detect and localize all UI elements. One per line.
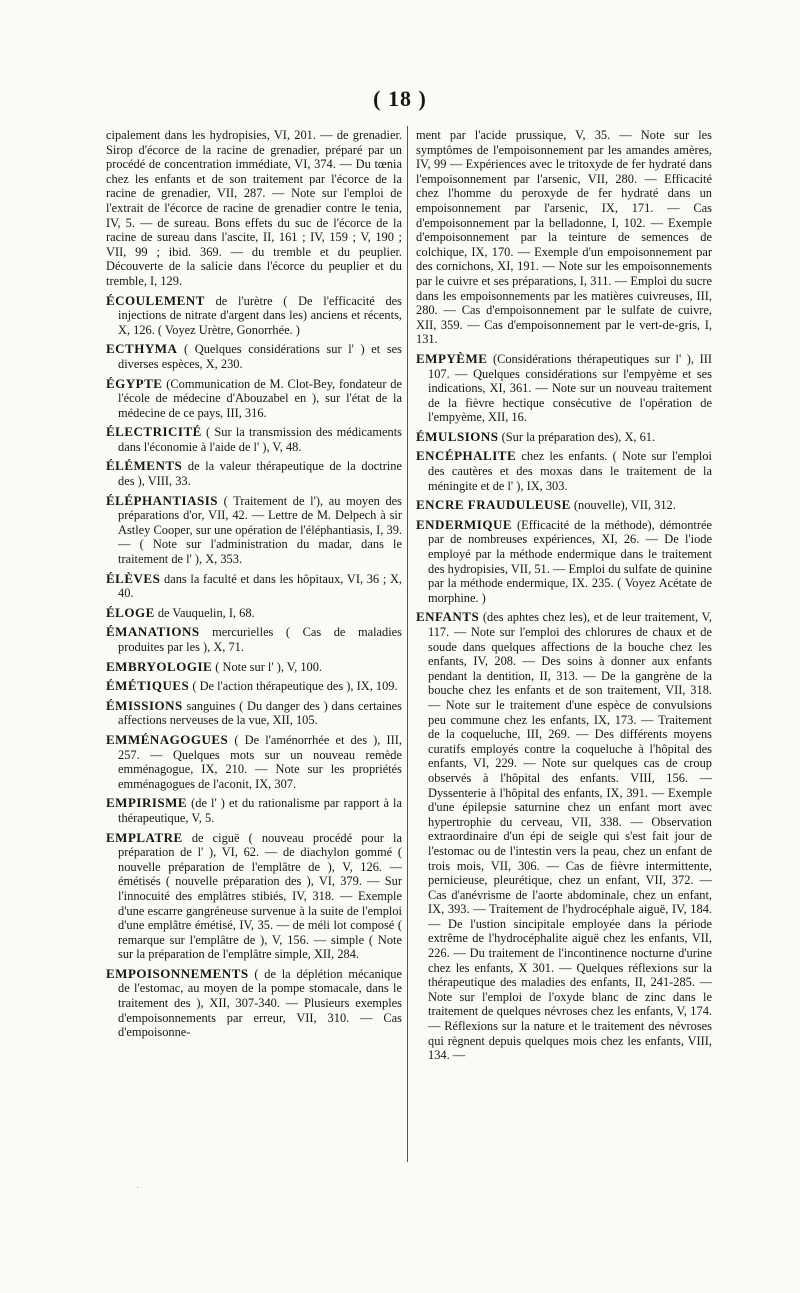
entry-text: ( Note sur l' ), V, 100. [212, 659, 323, 674]
index-entry [416, 352, 712, 425]
entry-heading: ÉLECTRICITÉ [106, 424, 202, 440]
entry-heading: EMMÉNAGOGUES [106, 731, 229, 747]
right-column [416, 128, 712, 1068]
index-entry [106, 425, 402, 454]
entry-heading: EMPIRISME [106, 795, 188, 811]
entry-heading: ENFANTS [416, 609, 480, 625]
entry-heading: ÉLÉPHANTIASIS [106, 492, 218, 508]
entry-text: (des aphtes chez les), et de leur traitement, V, 117. — Note sur l'emploi des chlorures de chaux et de soude dans quelques affections de la bouche chez les enfants, IV, 208. — Des soins à donner aux enfants pendant la dentition, II, 313. — De la gangrène de la bouche chez les enfants et de son traitement, VII, 318. — Note sur le traitement d'une espèce de convulsions peu commune chez les enfants, IX, 173. — Traitement de la coqueluche, III, 269. — Des différents moyens curatifs employés contre la coqueluche à l'hôpital des enfants, VI, 229. — Note sur quelques cas de croup observés à l'hôpital des enfants. VIII, 156. — Dyssenterie à l'hôpital des enfants, IX, 391. — Exemple d'une épilepsie saturnine chez un enfant mort avec hypertrophie du cerveau, VII, 338. — Observation extraordinaire d'un épi de seigle qui s'est fait jour de l'estomac ou de l'intestin vers la peau, chez un enfant de trois mois, VII, 306. — Cas de fièvre intermittente, pernicieuse, pleurétique, chez un enfant, VII, 372. — Cas d'anévrisme de l'aorte abdominale, chez un enfant, IX, 393. — Traitement de l'hydrocéphale aiguë, IV, 184. — De l'ustion sincipitale employée dans la période extrême de l'hydrocéphalite aiguë chez les enfants, VII, 226. — Du traitement de l'incontinence nocturne d'urine chez les enfants, X 301. — Quelques réflexions sur la thérapeutique des maladies des enfants, II, 241-285. — Note sur l'emploi de l'oxyde blanc de zinc dans le traitement de quelques névroses chez les enfants, V, 174. — Réflexions sur la nature et le traitement des névroses qui règnent depuis quelques mois chez les enfants, VIII, 134. — [428, 610, 712, 1063]
entry-text: (Efficacité de la méthode), démontrée par de nombreuses expériences, XI, 26. — De l'iode employé par la méthode endermique dans le traitement des hydropisies, VII, 51. — Emploi du sulfate de quinine par la méthode endermique, IX. 235. ( Voyez Acétate de morphine. ) [428, 517, 712, 605]
entry-text: ( Traitement de l'), au moyen des préparations d'or, VII, 42. — Lettre de M. Delpech à sir Astley Cooper, sur une opération de l'éléphantiasis, I, 39. — ( Note sur l'administration du madar, dans le traitement de l' ), X, 353. [118, 493, 402, 567]
index-entry [106, 660, 402, 675]
entry-heading: ECTHYMA [106, 341, 178, 357]
entry-text: de la valeur thérapeutique de la doctrine des ), VIII, 33. [118, 459, 402, 489]
index-entry [106, 494, 402, 567]
entry-text: ( Sur la transmission des médicaments dans l'économie à l'aide de l' ), V, 48. [118, 425, 402, 454]
index-entry [106, 606, 402, 621]
entry-text: de Vauquelin, I, 68. [154, 605, 255, 620]
entry-heading: ÉLOGE [106, 604, 155, 620]
entry-heading: ÉMANATIONS [106, 624, 200, 640]
entry-text: de l'urètre ( De l'efficacité des injections de nitrate d'argent dans les) anciens et récents, X, 126. ( Voyez Urètre, Gonorrhée. ) [118, 293, 402, 337]
index-entry [416, 449, 712, 493]
index-entry [106, 342, 402, 371]
ink-smudge: · [136, 1183, 140, 1194]
index-entry [416, 430, 712, 445]
index-entry [106, 625, 402, 654]
index-entry [106, 294, 402, 338]
entry-heading: EMPLATRE [106, 829, 183, 845]
entry-text: (Communication de M. Clot-Bey, fondateur de l'école de médecine d'Abouzabel en ), sur l'état de la médecine de ce pays, III, 316. [118, 376, 402, 420]
entry-heading: ENCÉPHALITE [416, 448, 517, 464]
entry-text: ( de la déplétion mécanique de l'estomac, au moyen de la pompe stomacale, dans le traitement des ), XII, 307-340. — Plusieurs exemples d'empoisonnements par erreur, VII, 310. — Cas d'empoisonne- [118, 966, 402, 1040]
entry-heading: EMBRYOLOGIE [106, 658, 213, 674]
index-entry [106, 967, 402, 1040]
entry-heading: ÉCOULEMENT [106, 292, 205, 308]
entry-text: dans la faculté et dans les hôpitaux, VI, 36 ; X, 40. [118, 571, 402, 601]
page-number: ( 18 ) [373, 86, 427, 111]
entry-heading: EMPOISONNEMENTS [106, 965, 249, 981]
entry-text: (Considérations thérapeutiques sur l' ), III 107. — Quelques considérations sur l'empyème et ses indications, XI, 361. — Note sur un nouveau traitement de la fièvre hectique consécutive de l'opération de l'empyème, XII, 16. [428, 351, 712, 425]
entry-text: ( De l'action thérapeutique des ), IX, 109. [189, 679, 398, 694]
entry-heading: ÉLÉMENTS [106, 458, 183, 474]
continued-entry [416, 128, 712, 347]
entry-text: mercurielles ( Cas de maladies produites par les ), X, 71. [118, 625, 402, 654]
entry-heading: ÉMULSIONS [416, 428, 499, 444]
index-entry [416, 498, 712, 513]
entry-heading: ÉMISSIONS [106, 697, 183, 713]
column-divider [407, 126, 408, 1162]
index-entry [106, 831, 402, 962]
entry-heading: EMPYÈME [416, 350, 488, 366]
continued-entry [106, 128, 402, 289]
entry-text: chez les enfants. ( Note sur l'emploi des cautères et des moxas dans le traitement de la méningite et de l' ), IX, 303. [428, 449, 712, 493]
entry-text: (de l' ) et du rationalisme par rapport à la thérapeutique, V, 5. [118, 796, 402, 825]
index-entry [106, 796, 402, 825]
index-entry [106, 459, 402, 488]
entry-text: (nouvelle), VII, 312. [570, 498, 676, 513]
left-column [106, 128, 402, 1045]
entry-text: de ciguë ( nouveau procédé pour la préparation de l' ), VI, 62. — de diachylon gommé ( nouvelle préparation de l'emplâtre de ), V, 126. — émétisés ( nouvelle préparation des ), VI, 379. — Sur l'innocuité des emplâtres stibiés, IV, 318. — Exemple d'une escarre gangréneuse survenue à la suite de l'emploi d'une emplâtre émétisé, IV, 35. — de méli lot composé ( remarque sur l'emplâtre de ), V, 156. — simple ( Note sur la préparation de l'emplâtre simple, XII, 284. [118, 830, 402, 962]
index-entry [416, 518, 712, 606]
entry-heading: ENDERMIQUE [416, 516, 513, 532]
index-entry [106, 572, 402, 601]
entry-text: (Sur la préparation des), X, 61. [498, 429, 656, 444]
entry-text: sanguines ( Du danger des ) dans certaines affections nerveuses de la vue, XII, 105. [118, 698, 402, 728]
index-entry [106, 679, 402, 694]
entry-text: ( Quelques considérations sur l' ) et ses diverses espèces, X, 230. [118, 342, 402, 371]
entry-heading: ÉLÈVES [106, 570, 161, 586]
index-entry [416, 610, 712, 1062]
entry-text: ment par l'acide prussique, V, 35. — Note sur les symptômes de l'empoisonnement par les amandes amères, IV, 99 — Expériences avec le tritoxyde de fer hydraté dans l'empoisonnement par l'arsenic, VII, 280. — Efficacité chez l'homme du peroxyde de fer hydraté dans un empoisonnement par l'arsenic, IX, 171. — Cas d'empoisonnement par la belladonne, I, 102. — Exemple d'empoisonnement par la teinture de semences de colchique, IX, 170. — Exemple d'un empoisonnement par des cornichons, XI, 191. — Note sur les empoisonnements par le cuivre et ses préparations, I, 311. — Emploi du sucre dans les empoisonnements par les matières cuivreuses, III, 280. — Cas d'empoisonnement par le sulfate de cuivre, XII, 359. — Cas d'empoisonnement par le vert-de-gris, I, 131. [416, 128, 712, 347]
entry-heading: ÉGYPTE [106, 375, 163, 391]
entry-text: ( De l'aménorrhée et des ), III, 257. — Quelques mots sur un nouveau remède emménagogue, IX, 210. — Note sur les propriétés emménagogues de l'aconit, IX, 307. [118, 732, 402, 791]
entry-heading: ÉMÉTIQUES [106, 678, 190, 694]
index-entry [106, 699, 402, 728]
index-entry [106, 733, 402, 791]
entry-heading: ENCRE FRAUDULEUSE [416, 497, 571, 513]
index-entry [106, 377, 402, 421]
entry-text: cipalement dans les hydropisies, VI, 201. — de grenadier. Sirop d'écorce de la racine de grenadier, préparé par un procédé de concentration immédiate, VI, 374. — Du tœnia chez les enfants et de son traitement par l'écorce de la racine de grenadier, VII, 287. — Note sur l'emploi de l'extrait de l'écorce de racine de grenadier contre le tenia, IV, 5. — de sureau. Bons effets du suc de l'écorce de la racine de sureau dans l'ascite, II, 161 ; IV, 159 ; V, 190 ; VII, 99 ; ibid. 369. — du tremble et du peuplier. Découverte de la salicie dans l'écorce du peuplier et du tremble, I, 129. [106, 128, 402, 288]
